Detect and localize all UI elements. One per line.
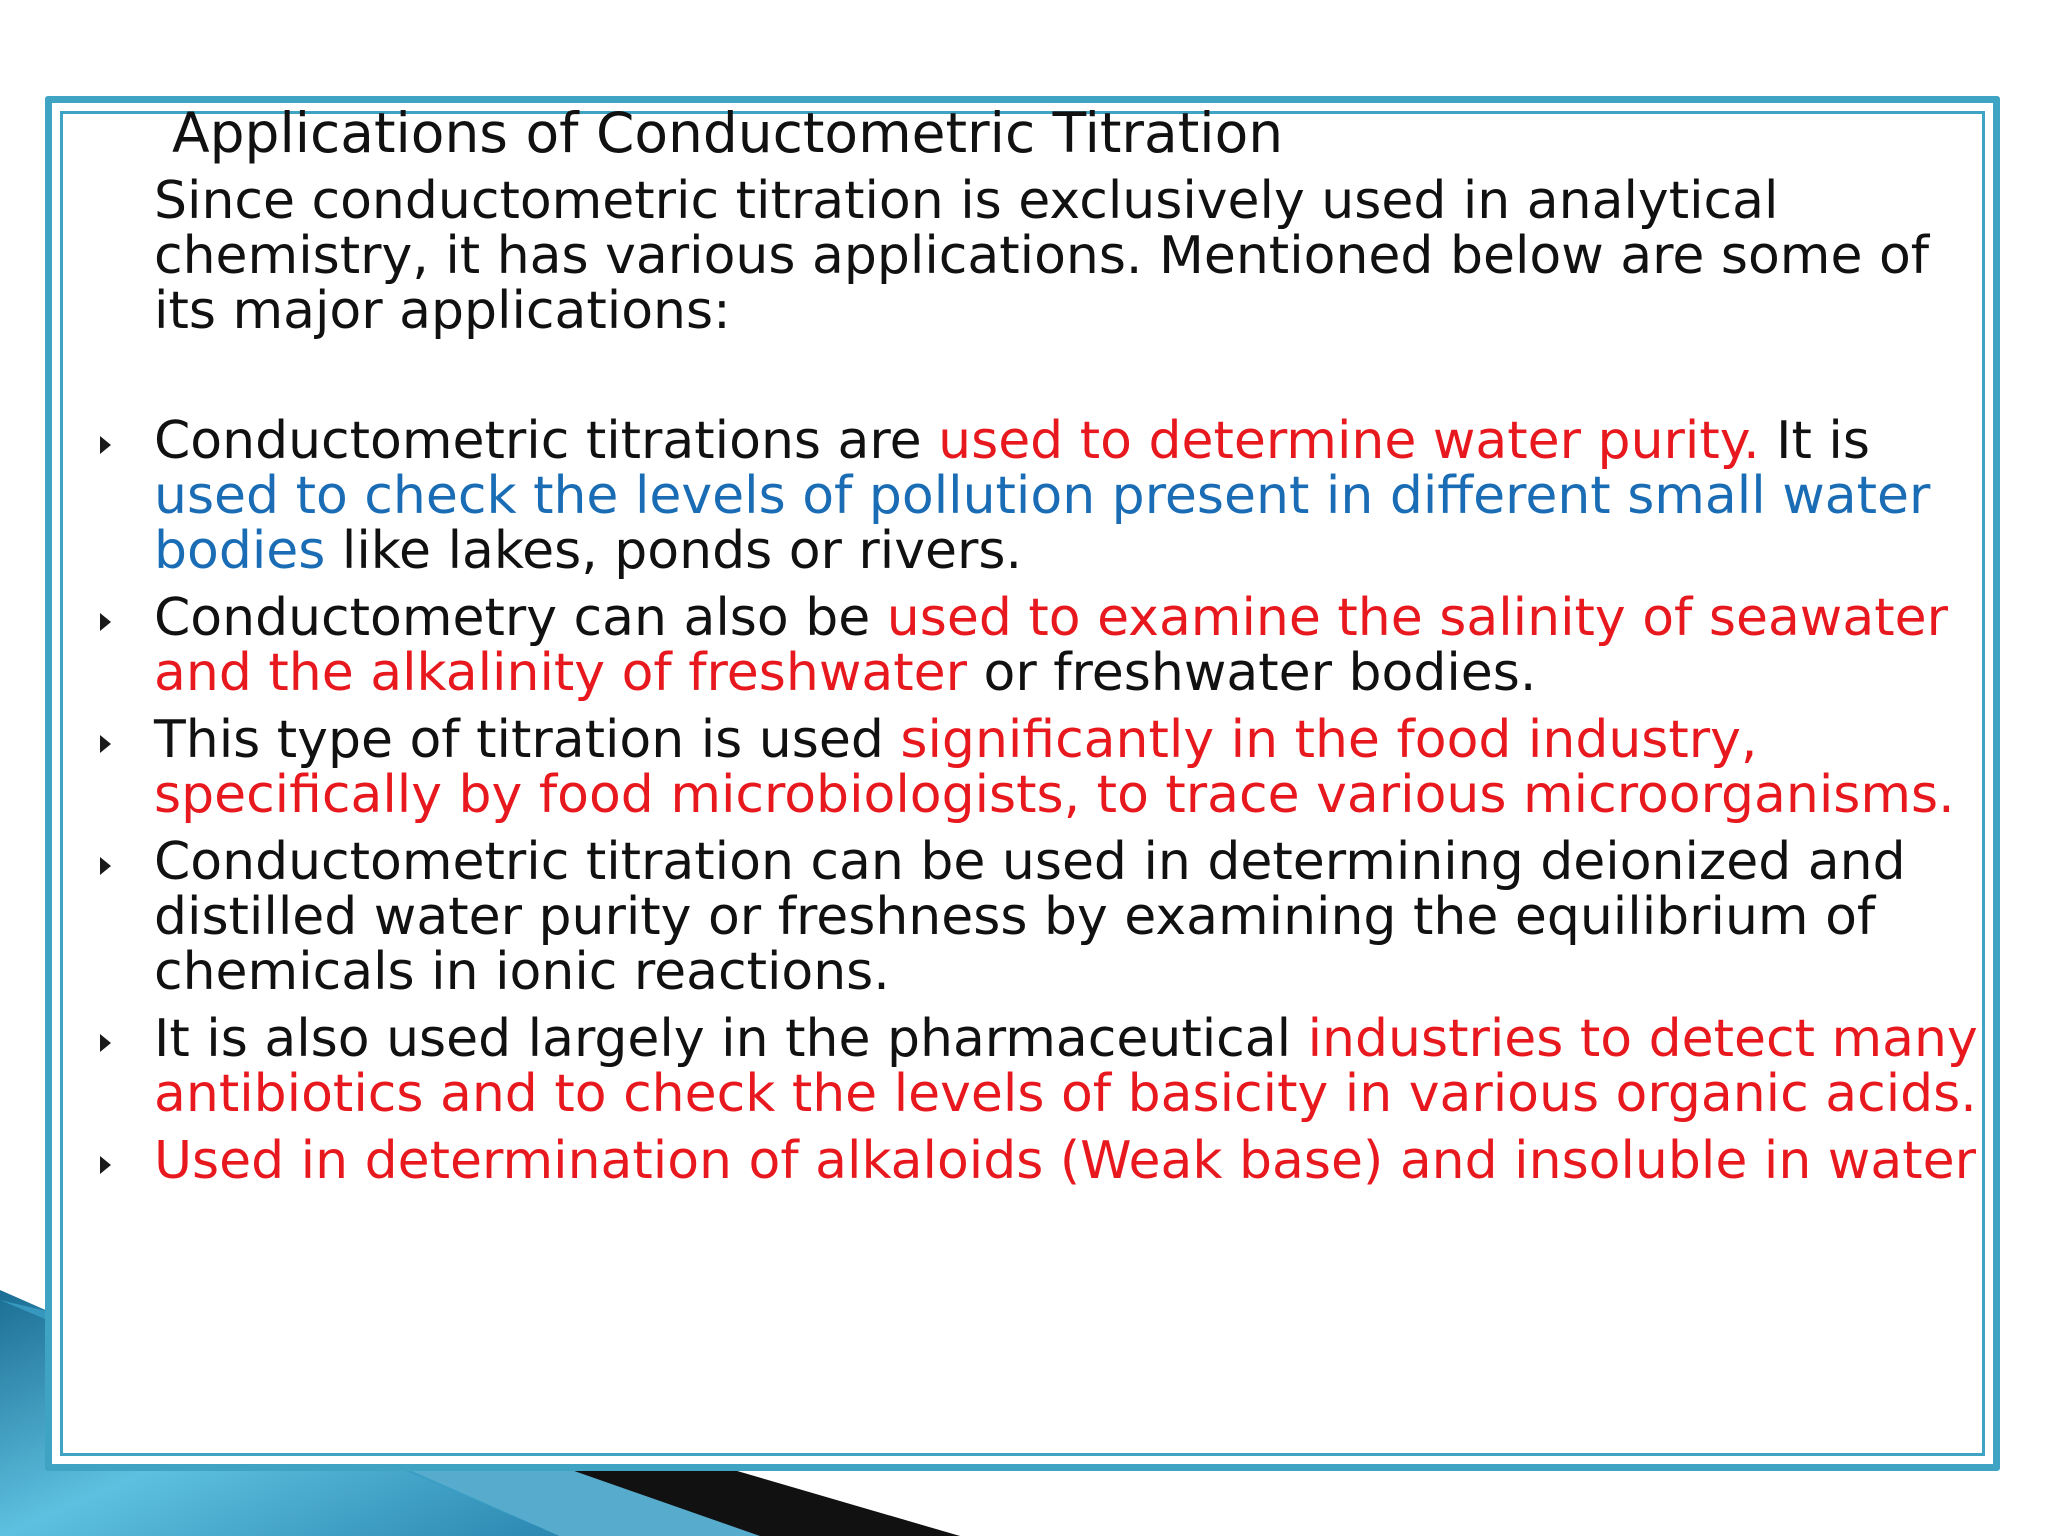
list-item	[94, 1009, 1994, 1124]
list-item-text-segment: Conductometric titration can be used in determining deionized and distilled water purity or freshness by examining the equilibrium of chemicals in ionic reactions.	[154, 832, 1906, 1002]
list-item-text-segment: used to check the levels of pollution present in different small water bodies	[154, 466, 1931, 581]
bullet-arrow-icon	[100, 436, 111, 454]
list-item-text-segment: It is also used largely in the pharmaceutical	[154, 1009, 1308, 1069]
bullet-arrow-icon	[100, 1034, 111, 1052]
list-item-text-segment: used to determine water purity.	[938, 411, 1760, 471]
list-item	[94, 710, 1994, 825]
list-item	[94, 832, 1994, 1002]
list-item-text-segment: or freshwater bodies.	[966, 643, 1537, 703]
list-item-text-segment: Conductometric titrations are	[154, 411, 939, 471]
list-item	[94, 1131, 1994, 1191]
bullet-arrow-icon	[100, 613, 111, 631]
bullet-arrow-icon	[100, 857, 111, 875]
list-item	[94, 588, 1994, 703]
bullet-arrow-icon	[100, 735, 111, 753]
applications-list	[94, 411, 1994, 1201]
list-item-text-segment: industries to detect many antibiotics and to check the levels of basicity in various organic acids.	[154, 1009, 1978, 1124]
slide-title: Applications of Conductometric Titration	[172, 101, 1284, 165]
list-item-text-segment: This type of titration is used	[154, 710, 901, 770]
list-item-text-segment: used to examine the salinity of seawater and the alkalinity of freshwater	[154, 588, 1948, 703]
list-item-text-segment: significantly in the food industry, specifically by food microbiologists, to trace various microorganisms.	[154, 710, 1955, 825]
list-item-text-segment: It is	[1759, 411, 1870, 471]
list-item-text-segment: like lakes, ponds or rivers.	[325, 521, 1023, 581]
list-item-text-segment: Conductometry can also be	[154, 588, 887, 648]
bullet-arrow-icon	[100, 1156, 111, 1174]
list-item	[94, 411, 1994, 581]
list-item-text-segment: Used in determination of alkaloids (Weak base) and insoluble in water	[154, 1131, 1976, 1191]
intro-paragraph: Since conductometric titration is exclusively used in analytical chemistry, it has various applications. Mentioned below are some of its major applications:	[154, 171, 1930, 341]
